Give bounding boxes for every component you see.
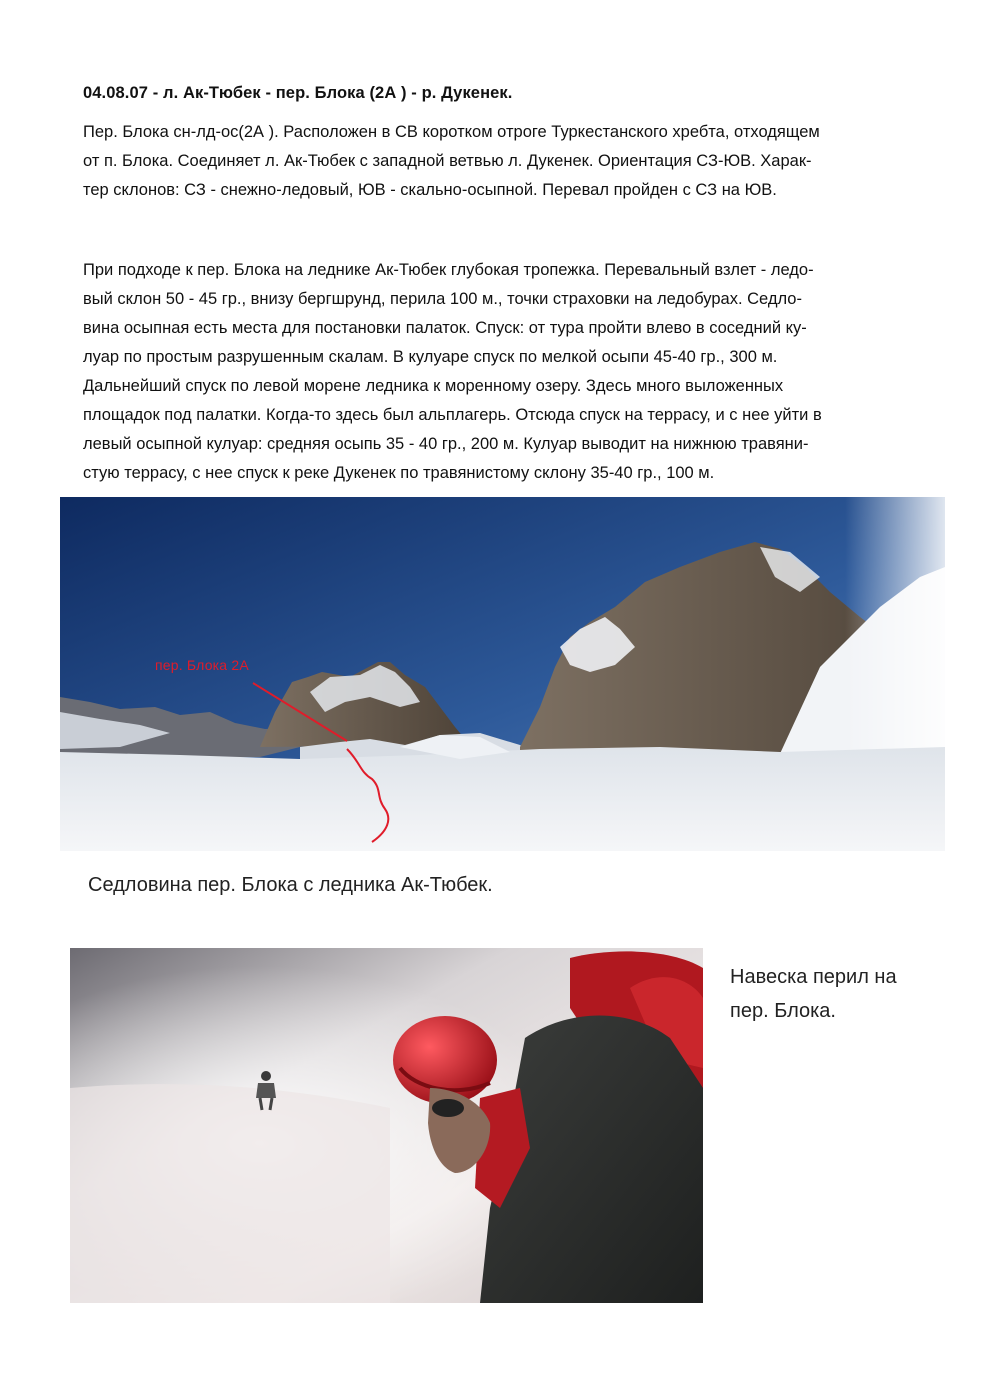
mountain-pass-photo xyxy=(60,497,945,851)
text-line: луар по простым разрушенным скалам. В кулуаре спуск по мелкой осыпи 45-40 гр., 300 м. xyxy=(83,348,778,366)
text-line: левый осыпной кулуар: средняя осыпь 35 - 40 гр., 200 м. Кулуар выводит на нижнюю травяни- xyxy=(83,435,809,453)
text-line: вый склон 50 - 45 гр., внизу бергшрунд, перила 100 м., точки страховки на ледобурах. Седло- xyxy=(83,290,802,308)
caption-line: пер. Блока. xyxy=(730,1000,836,1022)
text-line: от п. Блока. Соединяет л. Ак-Тюбек с западной ветвью л. Дукенек. Ориентация СЗ-ЮВ. Харак- xyxy=(83,152,812,170)
pass-label: пер. Блока 2А xyxy=(155,657,249,673)
text-line: стую террасу, с нее спуск к реке Дукенек по травянистому склону 35-40 гр., 100 м. xyxy=(83,464,715,482)
photo1-caption: Седловина пер. Блока с ледника Ак-Тюбек. xyxy=(88,874,493,896)
page-heading: 04.08.07 - л. Ак-Тюбек - пер. Блока (2А ) - р. Дукенек. xyxy=(83,84,513,102)
photo2-caption xyxy=(730,960,940,1028)
text-line: При подходе к пер. Блока на леднике Ак-Тюбек глубокая тропежка. Перевальный взлет - ледо- xyxy=(83,261,814,279)
caption-line: Навеска перил на xyxy=(730,966,897,988)
text-line: тер склонов: СЗ - снежно-ледовый, ЮВ - скально-осыпной. Перевал пройден с СЗ на ЮВ. xyxy=(83,181,777,199)
rope-fixing-photo xyxy=(70,948,703,1303)
description-paragraph xyxy=(83,256,913,488)
text-line: вина осыпная есть места для постановки палаток. Спуск: от тура пройти влево в соседний ку- xyxy=(83,319,807,337)
intro-paragraph xyxy=(83,118,913,205)
text-line: Дальнейший спуск по левой морене ледника к моренному озеру. Здесь много выложенных xyxy=(83,377,784,395)
text-line: Пер. Блока сн-лд-ос(2А ). Расположен в СВ коротком отроге Туркестанского хребта, отходящем xyxy=(83,123,820,141)
text-line: площадок под палатки. Когда-то здесь был альплагерь. Отсюда спуск на террасу, и с нее уйти в xyxy=(83,406,822,424)
